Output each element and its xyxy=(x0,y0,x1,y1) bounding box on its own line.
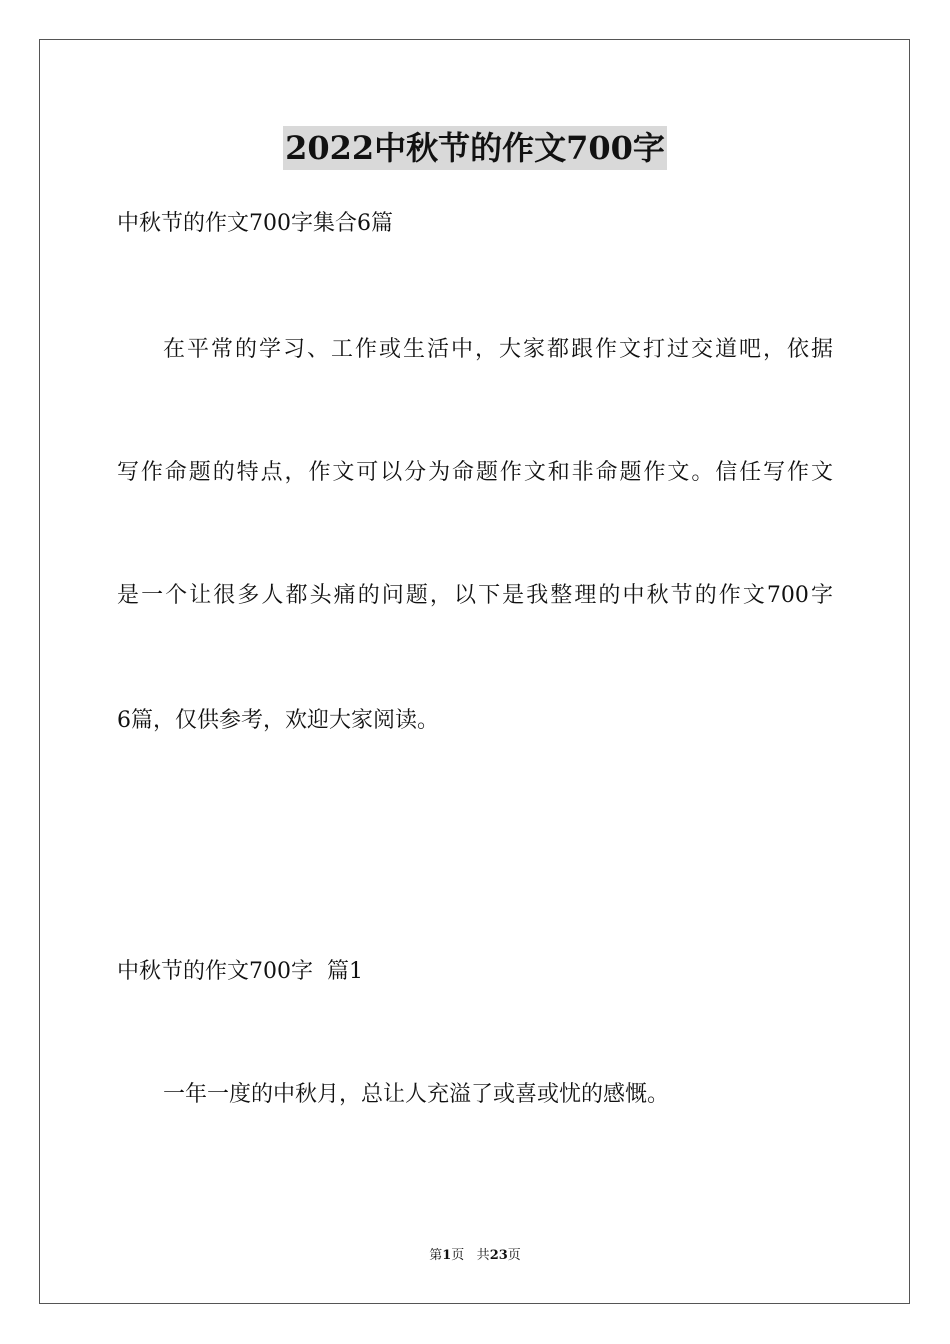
document-subtitle: 中秋节的作文700字集合6篇 xyxy=(117,211,393,236)
footer-page-prefix: 第 xyxy=(429,1248,443,1263)
footer-separator xyxy=(464,1248,476,1263)
title-container xyxy=(0,126,950,170)
page-footer xyxy=(0,1247,950,1265)
footer-total-prefix: 共 xyxy=(476,1248,490,1263)
intro-line-1: 在平常的学习、工作或生活中，大家都跟作文打过交道吧，依据 xyxy=(163,337,833,362)
footer-total-pages: 23 xyxy=(489,1248,508,1263)
section-first-line: 一年一度的中秋月，总让人充溢了或喜或忧的感慨。 xyxy=(163,1082,670,1107)
intro-line-4: 6篇，仅供参考，欢迎大家阅读。 xyxy=(117,708,439,733)
section-heading: 中秋节的作文700字 篇1 xyxy=(117,959,363,984)
footer-total-suffix: 页 xyxy=(507,1248,521,1263)
document-title: 2022中秋节的作文700字 xyxy=(283,126,667,170)
intro-line-2: 写作命题的特点，作文可以分为命题作文和非命题作文。信任写作文 xyxy=(117,460,833,485)
footer-page-suffix: 页 xyxy=(451,1248,465,1263)
footer-page-number: 1 xyxy=(442,1248,452,1263)
intro-line-3: 是一个让很多人都头痛的问题，以下是我整理的中秋节的作文700字 xyxy=(117,583,833,608)
